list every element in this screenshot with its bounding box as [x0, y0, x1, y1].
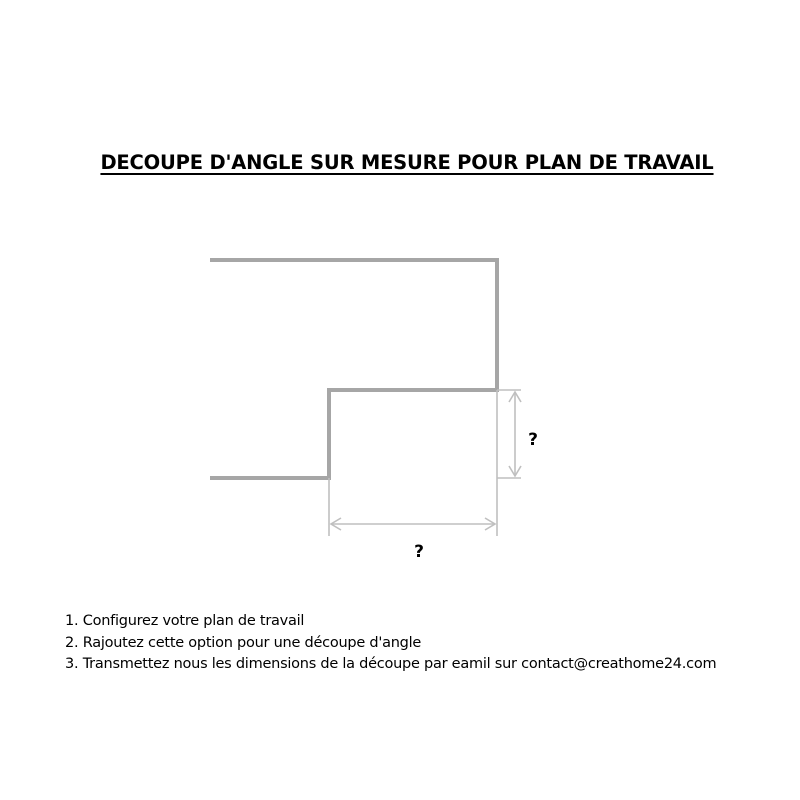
instruction-step-3: 3. Transmettez nous les dimensions de la découpe par eamil sur contact@creathome24.com [65, 656, 717, 672]
height-label: ? [528, 430, 538, 450]
instruction-step-1: 1. Configurez votre plan de travail [65, 613, 305, 629]
page-title: DECOUPE D'ANGLE SUR MESURE POUR PLAN DE TRAVAIL [100, 151, 714, 175]
worktop-outline [210, 260, 497, 478]
instruction-step-2: 2. Rajoutez cette option pour une découpe d'angle [65, 634, 422, 651]
width-dimension [329, 390, 497, 536]
instructions-list [65, 611, 716, 676]
height-dimension [497, 390, 521, 478]
width-label: ? [414, 542, 424, 562]
